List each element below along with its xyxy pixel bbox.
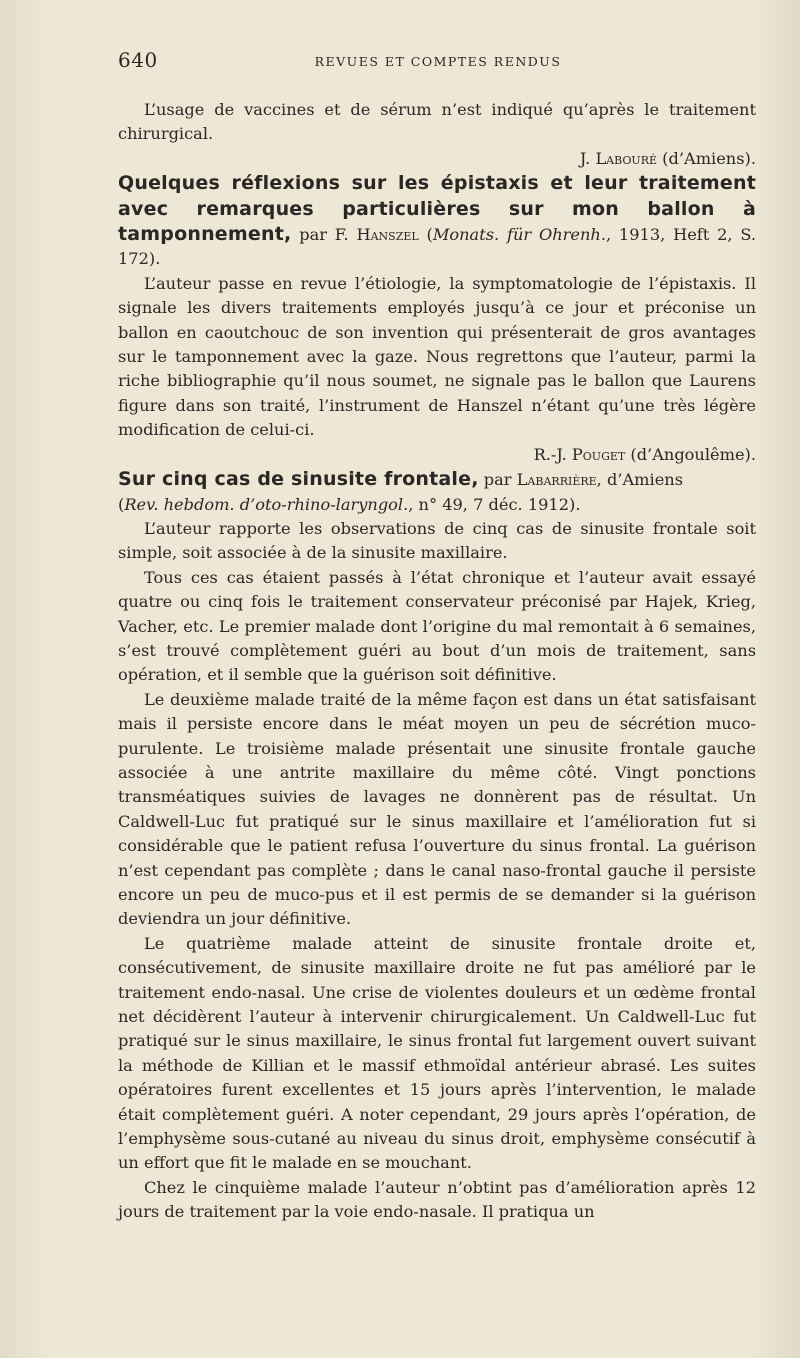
review-heading xyxy=(118,467,756,517)
signature-initial: J. xyxy=(579,148,596,168)
review-heading xyxy=(118,171,756,272)
review-journal: Monats. für Ohrenh. xyxy=(432,225,606,245)
review-author: Hanszel xyxy=(356,225,419,245)
page-header xyxy=(118,48,758,78)
review-source-open: ( xyxy=(118,494,125,514)
review-title: Quelques réflexions sur les épistaxis et leur traitement avec remarques particulières sur mon ballon à tamponnement, xyxy=(118,172,756,246)
signature-name: Labouré xyxy=(595,148,658,168)
review-journal: Rev. hebdom. d’oto-rhino-laryngol. xyxy=(124,494,409,514)
review-signature xyxy=(118,443,756,467)
review-paragraph: Chez le cinquième malade l’auteur n’obtint pas d’amélioration après 12 jours de traitement par la voie endo-nasale. Il pratiqua un xyxy=(118,1177,756,1222)
review-source-open: ( xyxy=(418,225,433,245)
signature-name: Pouget xyxy=(571,444,626,464)
review-by: par xyxy=(478,470,517,490)
previous-review-signature xyxy=(118,147,756,171)
signature-place: (d’Amiens). xyxy=(657,148,756,168)
page-number: 640 xyxy=(118,48,158,72)
review-source-details: , 1913, Heft 2, S. 172). xyxy=(118,225,757,269)
text-column xyxy=(118,98,756,1225)
review-title: Sur cinq cas de sinusite frontale, xyxy=(118,468,479,491)
review-paragraph: L’auteur rapporte les observations de cinq cas de sinusite frontale soit simple, soit associée à de la sinusite maxillaire. xyxy=(118,518,756,563)
review-paragraph: Le deuxième malade traité de la même façon est dans un état satisfaisant mais il persiste encore dans le méat moyen un peu de sécrétion muco-purulente. Le troisième malade présentait une sinusite frontale gauche associée à une antrite maxillaire du même côté. Vingt ponctions transméatiques suivies de lavages ne donnèrent pas de résultat. Un Caldwell-Luc fut pratiqué sur le sinus maxillaire et l’amélioration fut si considérable que le patient refusa l’ouverture du sinus frontal. La guérison n’est cependant pas complète ; dans le canal naso-frontal gauche il persiste encore un peu de muco-pus et il est permis de se demander si la guérison deviendra un jour définitive. xyxy=(118,689,756,929)
review-source-details: , n° 49, 7 déc. 1912). xyxy=(408,494,581,514)
review-paragraph: Tous ces cas étaient passés à l’état chronique et l’auteur avait essayé quatre ou cinq fois le traitement conservateur préconisé par Hajek, Krieg, Vacher, etc. Le premier malade dont l’origine du mal remontait à 6 semaines, s’est trouvé complètement guéri au bout d’un mois de traitement, sans opération, et il semble que la guérison soit définitive. xyxy=(118,567,756,685)
signature-initial: R.-J. xyxy=(533,444,572,464)
review-paragraph: Le quatrième malade atteint de sinusite frontale droite et, consécutivement, de sinusite maxillaire droite ne fut pas amélioré par le traitement endo-nasal. Une crise de violentes douleurs et un œdème frontal net décidèrent l’auteur à intervenir chirurgicalement. Un Caldwell-Luc fut pratiqué sur le sinus maxillaire, le sinus frontal fut largement ouvert suivant la méthode de Killian et le massif ethmoïdal antérieur abrasé. Les suites opératoires furent excellentes et 15 jours après l’intervention, le malade était complètement guéri. A noter cependant, 29 jours après l’opération, de l’emphysème sous-cutané au niveau du sinus droit, emphysème consécutif à un effort que fit le malade en se mouchant. xyxy=(118,933,756,1173)
review-author-place: , d’Amiens xyxy=(596,470,683,490)
review-body: L’auteur passe en revue l’étiologie, la symptomatologie de l’épistaxis. Il signale les divers traitements employés jusqu’à ce jour et préconise un ballon en caoutchouc de son invention qui présenterait de gros avantages sur le tamponnement avec la gaze. Nous regrettons que l’auteur, parmi la riche bibliographie qu’il nous soumet, ne signale pas le ballon que Laurens figure dans son traité, l’instrument de Hanszel n’étant qu’une très légère modification de celui-ci. xyxy=(118,273,756,440)
running-title: REVUES ET COMPTES RENDUS xyxy=(314,54,562,69)
signature-place: (d’Angoulême). xyxy=(625,444,756,464)
review-by: par F. xyxy=(291,225,357,245)
review-author: Labarrière xyxy=(516,470,597,490)
previous-review-closing: L’usage de vaccines et de sérum n’est indiqué qu’après le traitement chirurgical. xyxy=(118,100,756,144)
